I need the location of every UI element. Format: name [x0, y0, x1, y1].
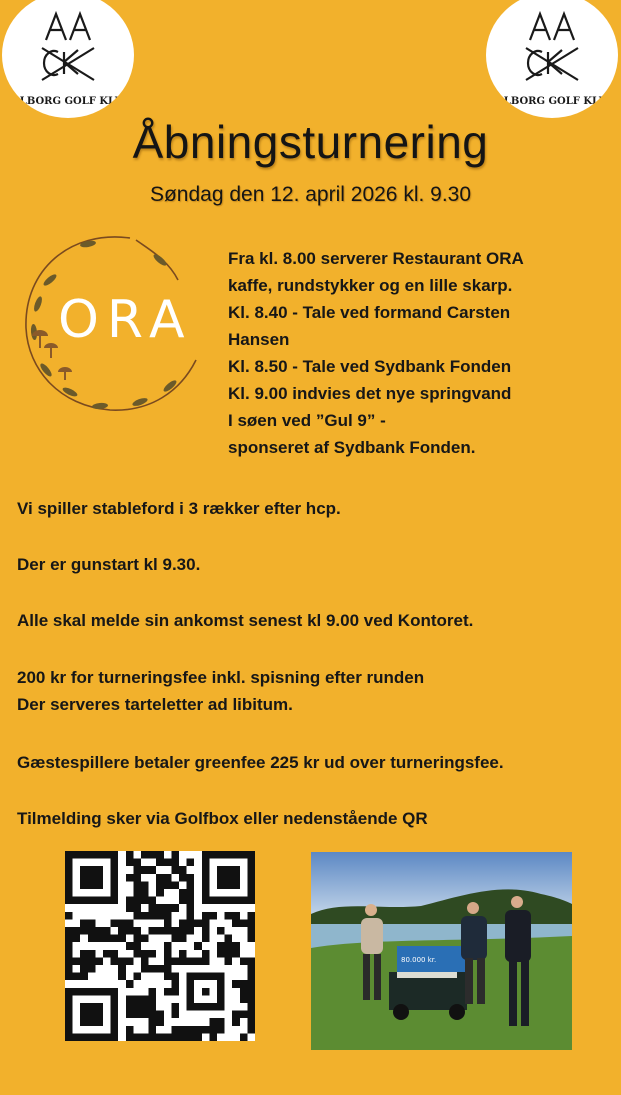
qr-module [133, 1003, 141, 1011]
schedule-line: kaffe, rundstykker og en lille skarp. [228, 276, 513, 295]
qr-module [202, 950, 210, 958]
qr-module [80, 957, 88, 965]
qr-module [217, 1018, 225, 1026]
qr-module [133, 973, 141, 981]
qr-module [247, 1011, 255, 1019]
qr-module [247, 935, 255, 943]
schedule-line: I søen ved ”Gul 9” - [228, 411, 386, 430]
qr-module [156, 881, 164, 889]
qr-module [111, 935, 119, 943]
qr-module [179, 1026, 187, 1034]
qr-module [171, 935, 179, 943]
qr-module [232, 919, 240, 927]
qr-module [171, 1003, 179, 1011]
qr-module [209, 1033, 217, 1041]
qr-module [141, 935, 149, 943]
qr-module [156, 965, 164, 973]
qr-module [118, 935, 126, 943]
qr-module [133, 935, 141, 943]
qr-module [141, 912, 149, 920]
qr-module [126, 1033, 134, 1041]
qr-module [247, 957, 255, 965]
event-date: Søndag den 12. april 2026 kl. 9.30 [149, 183, 472, 206]
qr-module [240, 919, 248, 927]
qr-module [126, 980, 134, 988]
qr-module [247, 912, 255, 920]
schedule-line: Kl. 8.50 - Tale ved Sydbank Fonden [228, 357, 512, 376]
qr-module [187, 889, 195, 897]
qr-module [156, 904, 164, 912]
qr-module [73, 935, 81, 943]
svg-text:AALBORG GOLF KLUB: AALBORG GOLF KLUB [488, 96, 616, 107]
schedule-line: Fra kl. 8.00 serverer Restaurant ORA [228, 249, 524, 268]
qr-module [225, 957, 233, 965]
qr-module [149, 904, 157, 912]
svg-text:AALBORG GOLF KLUB: AALBORG GOLF KLUB [4, 96, 132, 107]
qr-module [65, 935, 73, 943]
ora-logo-text: ORA [58, 290, 193, 350]
qr-module [171, 1033, 179, 1041]
gunstart-text: Der er gunstart kl 9.30. [17, 555, 201, 574]
qr-module [164, 942, 172, 950]
qr-module [209, 1026, 217, 1034]
qr-module [149, 950, 157, 958]
qr-module [133, 866, 141, 874]
qr-module [194, 1033, 202, 1041]
qr-module [149, 851, 157, 859]
qr-module [149, 912, 157, 920]
qr-module [164, 927, 172, 935]
qr-module [171, 859, 179, 867]
qr-module [126, 957, 134, 965]
qr-module [141, 889, 149, 897]
schedule-line: Hansen [228, 330, 290, 349]
qr-module [149, 988, 157, 996]
qr-module [73, 927, 81, 935]
qr-module [149, 897, 157, 905]
qr-module [247, 1018, 255, 1026]
qr-module [247, 1003, 255, 1011]
qr-module [141, 957, 149, 965]
qr-module [103, 950, 111, 958]
qr-module [65, 957, 73, 965]
qr-module [187, 881, 195, 889]
qr-module [118, 965, 126, 973]
golf-club-crest-icon [486, 0, 618, 118]
qr-module [141, 897, 149, 905]
qr-module [133, 874, 141, 882]
schedule-line: Kl. 9.00 indvies det nye springvand [228, 384, 512, 403]
qr-module [164, 859, 172, 867]
qr-module [171, 927, 179, 935]
qr-module [141, 866, 149, 874]
qr-module [141, 1011, 149, 1019]
qr-module [88, 927, 96, 935]
qr-module [225, 950, 233, 958]
qr-module [179, 1033, 187, 1041]
qr-module [133, 881, 141, 889]
schedule-line: Kl. 8.40 - Tale ved formand Carsten [228, 303, 511, 322]
qr-module [232, 942, 240, 950]
schedule-line: sponseret af Sydbank Fonden. [228, 438, 476, 457]
qr-module [232, 1018, 240, 1026]
golf-club-crest-icon [2, 0, 134, 118]
qr-module [164, 881, 172, 889]
catering-text: Der serveres tarteletter ad libitum. [17, 695, 293, 714]
qr-module [126, 904, 134, 912]
qr-module [141, 950, 149, 958]
qr-module [164, 1033, 172, 1041]
qr-module [187, 874, 195, 882]
qr-module [133, 995, 141, 1003]
qr-module [149, 866, 157, 874]
qr-module [103, 927, 111, 935]
qr-module [240, 995, 248, 1003]
qr-module [141, 995, 149, 1003]
qr-module [202, 912, 210, 920]
qr-module [247, 988, 255, 996]
sponsor-photo [311, 852, 572, 1050]
qr-module [164, 965, 172, 973]
qr-module [156, 1018, 164, 1026]
qr-code-icon [65, 851, 255, 1041]
qr-module [187, 912, 195, 920]
qr-module [171, 866, 179, 874]
qr-module [217, 942, 225, 950]
qr-module [164, 919, 172, 927]
guest-fee-text: Gæstespillere betaler greenfee 225 kr ud over turneringsfee. [17, 753, 504, 772]
qr-module [240, 1033, 248, 1041]
qr-module [80, 919, 88, 927]
qr-module [126, 897, 134, 905]
qr-module [187, 904, 195, 912]
qr-module [118, 919, 126, 927]
format-text: Vi spiller stableford i 3 rækker efter hcp. [17, 499, 341, 518]
qr-module [194, 919, 202, 927]
qr-module [133, 889, 141, 897]
qr-module [111, 950, 119, 958]
photo-image [311, 852, 572, 1050]
qr-module [164, 912, 172, 920]
qr-module [171, 988, 179, 996]
qr-module [149, 927, 157, 935]
qr-module [65, 942, 73, 950]
qr-module [156, 1033, 164, 1041]
qr-module [225, 942, 233, 950]
qr-module [126, 859, 134, 867]
qr-module [247, 919, 255, 927]
qr-module [65, 965, 73, 973]
qr-module [194, 1026, 202, 1034]
qr-module [202, 935, 210, 943]
qr-module [80, 973, 88, 981]
qr-module [80, 965, 88, 973]
qr-module [126, 1026, 134, 1034]
qr-module [118, 927, 126, 935]
qr-module [187, 859, 195, 867]
arrival-text: Alle skal melde sin ankomst senest kl 9.00 ved Kontoret. [17, 611, 474, 630]
signup-text: Tilmelding sker via Golfbox eller nedenstående QR [17, 809, 428, 828]
qr-module [225, 912, 233, 920]
qr-module [95, 935, 103, 943]
qr-module [133, 897, 141, 905]
qr-module [164, 950, 172, 958]
fee-text: 200 kr for turneringsfee inkl. spisning efter runden [17, 668, 425, 687]
qr-module [187, 957, 195, 965]
qr-module [118, 973, 126, 981]
qr-module [88, 919, 96, 927]
qr-module [156, 889, 164, 897]
qr-module [65, 973, 73, 981]
event-schedule [228, 245, 613, 461]
qr-module [187, 1026, 195, 1034]
qr-module [232, 912, 240, 920]
qr-module [171, 1026, 179, 1034]
qr-module [187, 897, 195, 905]
qr-module [95, 957, 103, 965]
qr-module [179, 866, 187, 874]
qr-module [187, 1033, 195, 1041]
qr-module [247, 980, 255, 988]
qr-module [126, 927, 134, 935]
qr-module [141, 851, 149, 859]
qr-module [126, 874, 134, 882]
qr-module [141, 1033, 149, 1041]
qr-module [164, 957, 172, 965]
qr-module [156, 912, 164, 920]
qr-module [247, 965, 255, 973]
qr-module [133, 927, 141, 935]
qr-module [240, 957, 248, 965]
qr-module [103, 935, 111, 943]
qr-module [133, 912, 141, 920]
qr-module [217, 1026, 225, 1034]
qr-module [141, 881, 149, 889]
qr-module [133, 904, 141, 912]
qr-module [133, 950, 141, 958]
club-logo-left [2, 0, 134, 118]
qr-module [88, 950, 96, 958]
qr-module [240, 988, 248, 996]
qr-module [171, 973, 179, 981]
qr-module [194, 957, 202, 965]
qr-module [80, 927, 88, 935]
qr-module [65, 950, 73, 958]
qr-module [156, 859, 164, 867]
qr-module [88, 965, 96, 973]
qr-module [202, 927, 210, 935]
qr-module [73, 973, 81, 981]
qr-module [73, 957, 81, 965]
qr-module [133, 859, 141, 867]
club-logo-right [486, 0, 618, 118]
qr-module [179, 874, 187, 882]
qr-module [171, 881, 179, 889]
qr-module [126, 942, 134, 950]
qr-module [133, 1033, 141, 1041]
qr-module [232, 980, 240, 988]
qr-module [179, 957, 187, 965]
qr-module [126, 851, 134, 859]
qr-module [171, 904, 179, 912]
qr-module [149, 1033, 157, 1041]
qr-module [141, 965, 149, 973]
qr-module [164, 988, 172, 996]
qr-module [179, 927, 187, 935]
qr-module [179, 919, 187, 927]
qr-module [118, 957, 126, 965]
qr-module [133, 942, 141, 950]
qr-module [164, 874, 172, 882]
qr-module [149, 1011, 157, 1019]
page-title: Åbningsturnering [132, 116, 489, 168]
qr-module [187, 919, 195, 927]
qr-module [202, 919, 210, 927]
qr-module [202, 1026, 210, 1034]
qr-module [149, 995, 157, 1003]
qr-module [88, 935, 96, 943]
qr-module [247, 1026, 255, 1034]
qr-module [65, 927, 73, 935]
qr-module [111, 957, 119, 965]
qr-module [80, 950, 88, 958]
qr-module [240, 1011, 248, 1019]
qr-module [179, 950, 187, 958]
qr-module [232, 950, 240, 958]
qr-module [65, 912, 73, 920]
qr-module [126, 995, 134, 1003]
qr-module [171, 851, 179, 859]
qr-module [209, 1018, 217, 1026]
qr-module [247, 995, 255, 1003]
svg-text:80.000 kr.: 80.000 kr. [401, 956, 437, 964]
qr-module [126, 919, 134, 927]
qr-module [156, 927, 164, 935]
qr-module [202, 957, 210, 965]
qr-module [141, 1003, 149, 1011]
qr-module [179, 935, 187, 943]
qr-module [171, 1011, 179, 1019]
qr-module [156, 851, 164, 859]
qr-module [179, 889, 187, 897]
qr-module [179, 897, 187, 905]
qr-module [232, 1011, 240, 1019]
qr-module [156, 1011, 164, 1019]
qr-module [149, 965, 157, 973]
qr-module [126, 1003, 134, 1011]
qr-module [149, 1018, 157, 1026]
qr-module [194, 942, 202, 950]
qr-module [149, 1003, 157, 1011]
qr-module [171, 980, 179, 988]
qr-module [187, 927, 195, 935]
qr-module [111, 919, 119, 927]
qr-module [247, 973, 255, 981]
qr-module [217, 927, 225, 935]
qr-module [88, 957, 96, 965]
signup-qr-code[interactable] [65, 851, 255, 1041]
qr-module [156, 874, 164, 882]
qr-module [247, 927, 255, 935]
qr-module [171, 957, 179, 965]
qr-module [164, 973, 172, 981]
qr-module [217, 950, 225, 958]
qr-module [149, 1026, 157, 1034]
qr-module [240, 980, 248, 988]
qr-module [133, 1011, 141, 1019]
qr-module [164, 904, 172, 912]
qr-module [225, 935, 233, 943]
qr-module [126, 1011, 134, 1019]
qr-module [95, 927, 103, 935]
qr-module [209, 912, 217, 920]
